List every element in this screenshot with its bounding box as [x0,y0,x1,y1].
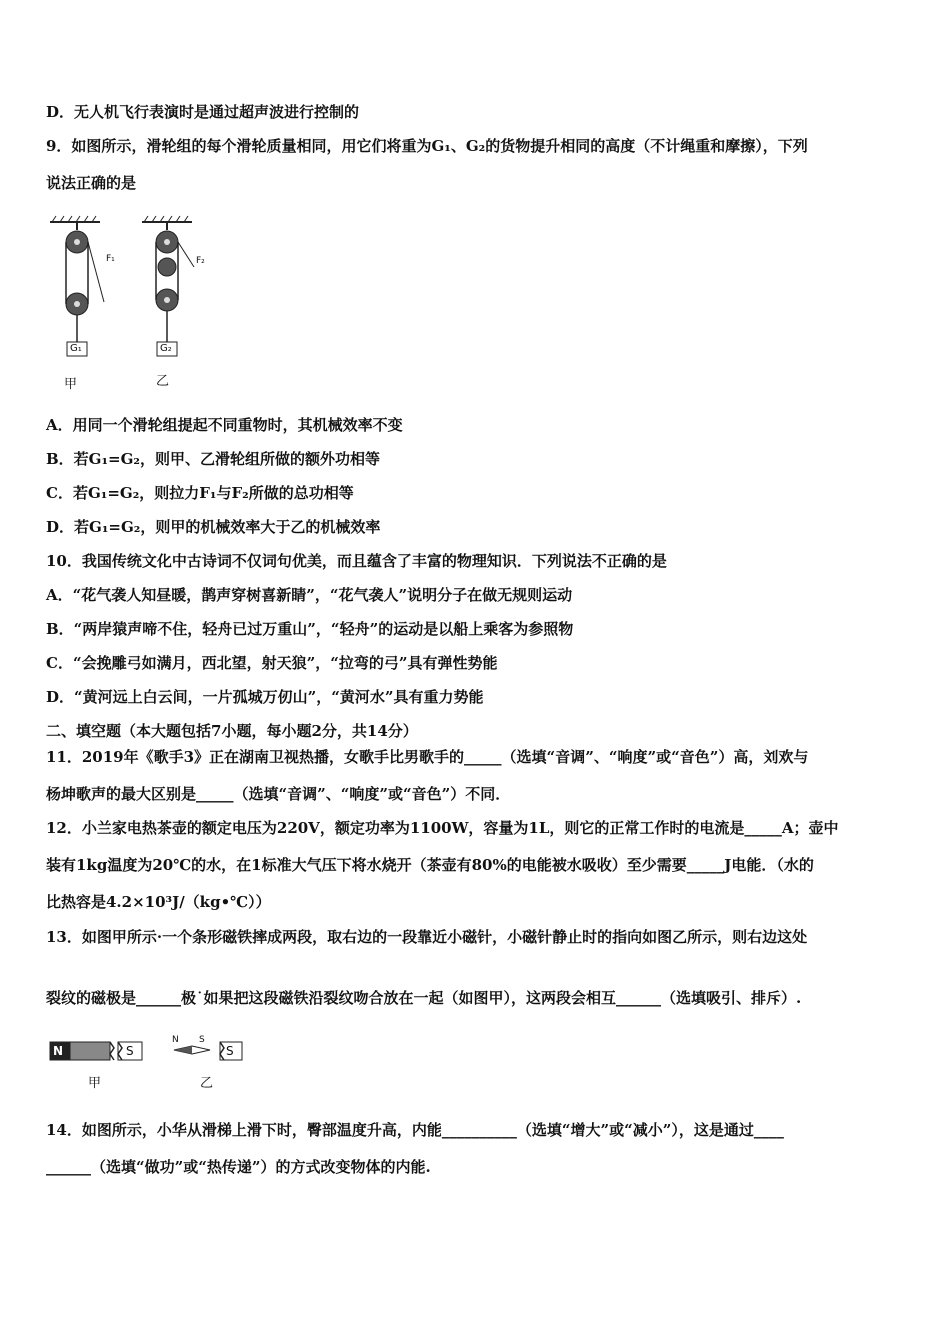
q14-stem: 14．如图所示，小华从滑梯上滑下时，臀部温度升高，内能__________（选填“增大”或“减小”），这是通过____ [46,1121,784,1139]
pulley-figure [46,212,226,392]
q9-stem: 9．如图所示，滑轮组的每个滑轮质量相同，用它们将重为G₁、G₂的货物提升相同的高度（不计绳重和摩擦），下列 [46,137,808,155]
q10-option-a: A．“花气袭人知昼暖，鹊声穿树喜新睛”，“花气袭人”说明分子在做无规则运动 [46,586,573,604]
magnet-n-pole-label: N [53,1044,64,1058]
q11-stem: 11．2019年《歌手3》正在湖南卫视热播，女歌手比男歌手的_____（选填“音调”、“响度”或“音色”）高，刘欢与 [46,748,809,766]
q10-option-b: B．“两岸猿声啼不住，轻舟已过万重山”，“轻舟”的运动是以船上乘客为参照物 [46,620,574,638]
q13-stem-cont: 裂纹的磁极是______极˙如果把这段磁铁沿裂纹吻合放在一起（如图甲），这两段会相互______（选填吸引、排斥）. [46,989,802,1007]
needle-n-label: N [172,1035,179,1045]
magnet-s-pole-label: S [126,1044,134,1058]
q9-option-b: B．若G₁=G₂，则甲、乙滑轮组所做的额外功相等 [46,450,381,468]
q8-option-d: D．无人机飞行表演时是通过超声波进行控制的 [46,103,360,121]
magnet-yi-label: 乙 [200,1076,214,1091]
q10-stem: 10．我国传统文化中古诗词不仅词句优美，而且蕴含了丰富的物理知识．下列说法不正确的是 [46,552,667,570]
q9-option-c: C．若G₁=G₂，则拉力F₁与F₂所做的总功相等 [46,484,354,502]
weight-g2-label: G₂ [160,343,172,354]
force-f1-label: F₁ [106,254,115,264]
weight-g1-label: G₁ [70,343,82,354]
q9-option-d: D．若G₁=G₂，则甲的机械效率大于乙的机械效率 [46,518,381,536]
q9-option-a: A．用同一个滑轮组提起不同重物时，其机械效率不变 [46,416,403,434]
magnet-jia-label: 甲 [88,1076,102,1091]
section-2-heading: 二、填空题（本大题包括7小题，每小题2分，共14分） [46,722,418,740]
q12-stem: 12．小兰家电热茶壶的额定电压为220V，额定功率为1100W，容量为1L，则它的正常工作时的电流是_____A；壶中 [46,819,839,837]
needle-s-label: S [199,1035,205,1045]
q10-option-d: D．“黄河远上白云间，一片孤城万仞山”，“黄河水”具有重力势能 [46,688,484,706]
q9-stem-cont: 说法正确的是 [46,174,137,192]
q14-stem-cont: ______（选填“做功”或“热传递”）的方式改变物体的内能. [46,1158,431,1176]
q13-stem: 13．如图甲所示·一个条形磁铁摔成两段，取右边的一段靠近小磁针，小磁针静止时的指向如图乙所示，则右边这处 [46,928,808,946]
q10-option-c: C．“会挽雕弓如满月，西北望，射天狼”，“拉弯的弓”具有弹性势能 [46,654,498,672]
figure-yi-label: 乙 [156,374,170,389]
force-f2-label: F₂ [196,256,205,266]
q11-stem-cont: 杨坤歌声的最大区别是_____（选填“音调”、“响度”或“音色”）不同． [46,785,511,803]
magnet-yi-s-label: S [226,1044,234,1058]
q12-stem-end: 比热容是4.2×10³J/（kg•℃）） [46,893,271,911]
magnet-figure [46,1036,256,1068]
figure-jia-label: 甲 [64,377,78,392]
q12-stem-cont: 装有1kg温度为20℃的水，在1标准大气压下将水烧开（茶壶有80%的电能被水吸收）至少需要_____J电能．（水的 [46,856,814,874]
